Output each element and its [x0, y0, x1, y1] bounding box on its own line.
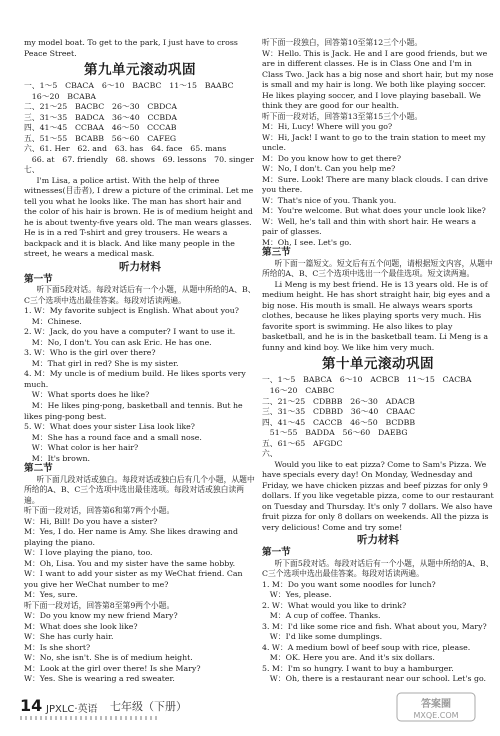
text-line: 听下面一段对话，回答第13至第15三个小题。 — [262, 111, 423, 121]
dialog-line: 3. M：I'd like some rice and fish. What about you, Mary? — [262, 621, 487, 631]
dialog-line: 1. W：My favorite subject is English. What about you? — [24, 306, 239, 316]
dialog-line: M：That girl in red? She is my sister. — [24, 358, 179, 368]
answer-line: 51～55 BADDA 56～60 DAEBG — [262, 428, 408, 438]
answer-line: 六、 — [262, 449, 278, 459]
dialog-line: M：No, I don't. You can ask Eric. He has one. — [24, 337, 212, 347]
dialog-line: M：It's brown. — [24, 453, 90, 463]
text-line: W：That's nice of you. Thank you. — [262, 195, 397, 205]
section1-dialogs — [24, 306, 256, 464]
section2-dialogs — [24, 506, 256, 685]
text-line: Peace Street. — [24, 48, 77, 58]
unit9-essay: I'm Lisa, a police artist. With the help of three witnesses(目击者), I drew a picture of the criminal. Let me tell you what he looks like. The man has short hair and the color of his hair is brown. He is of medium height and he is about twenty-five years old. The man wears glasses. He is in a red T-shirt and grey trousers. He wears a backpack and it is black. And like many people in the street, he wears a medical mask. — [24, 175, 254, 259]
unit9-answers — [24, 81, 256, 176]
answer-line: 二、21～25 CDBBB 26～30 ADACB — [262, 396, 415, 406]
answer-line: 五、51～55 BCABB 56～60 CAFEG — [24, 133, 177, 143]
unit9-title: 第九单元滚动巩固 — [84, 62, 196, 79]
dialog-line: M：A cup of coffee. Thanks. — [262, 611, 381, 621]
dialog-line: M：OK. Here you are. And it's six dollars. — [262, 653, 435, 663]
answer-line: 六、61. Her 62. and 63. has 64. face 65. mans — [24, 144, 227, 154]
dialog-line: M：Yes, I do. Her name is Amy. She likes drawing and playing the piano. — [24, 527, 238, 547]
dialog-line: M：He likes ping-pong, basketball and tennis. But he likes ping-pong best. — [24, 400, 243, 421]
right-top-lines — [262, 38, 494, 248]
page-footer — [20, 690, 480, 724]
dialog-line: M：Yes, sure. — [24, 590, 78, 600]
left-column — [24, 38, 256, 685]
watermark-logo — [396, 690, 476, 724]
dialog-line: W：No, she isn't. She is of medium height. — [24, 653, 193, 663]
answer-line: 16～20 BCABA — [24, 91, 97, 101]
text-line: M：Sure. Look! There are many black clouds. I can drive you there. — [262, 174, 488, 195]
text-line: W：Well, he's tall and thin with short hair. He wears a pair of glasses. — [262, 216, 477, 237]
text-line: 听下面一段独白，回答第10至第12三个小题。 — [262, 38, 423, 47]
dialog-line: 4. M：My uncle is of medium build. He likes sports very much. — [24, 369, 246, 389]
section3-passage: Li Meng is my best friend. He is 13 years old. He is of medium height. He has short straight hair, big eyes and a big nose. His mouth is small. He always wears sports clothes, because he likes playing sports very much. His favorite sport is swimming. He also likes to play basketball, and he is in the basketball team. Li Meng is a funny and kind boy. We like him very much. — [262, 279, 491, 352]
dialog-line: M：Is she short? — [24, 642, 91, 652]
answer-line: 四、41～45 CACCB 46～50 BCDBB — [262, 417, 416, 427]
unit10-answers — [262, 375, 494, 459]
dialog-line: M：Look at the girl over there! Is she Mary? — [24, 663, 201, 673]
text-line: M：Oh, I see. Let's go. — [262, 237, 352, 247]
dialog-line: 4. W：A medium bowl of beef soup with rice, please. — [262, 642, 471, 652]
dialog-line: 听下面一段对话，回答第8至第9两个小题。 — [24, 600, 175, 610]
section-label: 第二节 — [24, 463, 53, 475]
answer-line: 一、1～5 BABCA 6～10 ACBCB 11～15 CACBA — [262, 375, 472, 385]
grade-label: 七年级（下册） — [110, 700, 187, 713]
section1-dialogs — [262, 580, 494, 685]
dialog-line: W：Yes, please. — [262, 590, 332, 600]
footer-stripe — [20, 716, 160, 720]
answer-line: 二、21～25 BACBC 26～30 CBDCA — [24, 102, 177, 112]
dialog-line: 1. M：Do you want some noodles for lunch? — [262, 579, 436, 589]
answer-line: 16～20 CABBC — [262, 385, 335, 395]
section-label: 第一节 — [24, 273, 53, 285]
section-instructions: 听下面几段对话或独白。每段对话或独白后有几个小题，从题中所给的A、B、C三个选项中选出最佳选项。每段对话或独白读两遍。 — [24, 474, 255, 505]
dialog-line: W：I'd like some dumplings. — [262, 632, 383, 642]
text-line: W：Hi, Jack! I want to go to the train station to meet my uncle. — [262, 132, 486, 153]
section-instructions: 听下面一篇短文。短文后有五个问题，请根据短文内容，从题中所给的A、B、C三个选项中选出一个最佳选项。短文读两遍。 — [262, 258, 493, 279]
page-number: 14 — [20, 696, 43, 715]
unit10-title: 第十单元滚动巩固 — [322, 356, 434, 373]
dialog-line: 5. M：I'm so hungry. I want to buy a hamburger. — [262, 663, 454, 673]
answer-line: 三、31～35 BADCA 36～40 CCBDA — [24, 112, 178, 122]
dialog-line: M：She has a round face and a small nose. — [24, 432, 202, 442]
dialog-line: W：Hi, Bill! Do you have a sister? — [24, 516, 158, 526]
listening-title: 听力材料 — [357, 534, 399, 547]
svg-text:答案圈: 答案圈 — [421, 699, 451, 710]
dialog-line: W：Do you know my new friend Mary? — [24, 611, 178, 621]
dialog-line: W：Oh, there is a restaurant near our school. Let's go. — [262, 674, 487, 684]
text-line: W：No, I don't. Can you help me? — [262, 164, 396, 174]
dialog-line: W：What color is her hair? — [24, 443, 139, 453]
dialog-line: 2. W：What would you like to drink? — [262, 600, 407, 610]
dialog-line: W：What sports does he like? — [24, 390, 150, 400]
dialog-line: W：She has curly hair. — [24, 632, 114, 642]
answer-line: 七、 — [24, 165, 40, 175]
dialog-line: M：Oh, Lisa. You and my sister have the same hobby. — [24, 558, 236, 568]
answer-line: 三、31～35 CDBBD 36～40 CBAAC — [262, 407, 416, 417]
dialog-line: 5. W：What does your sister Lisa look like? — [24, 422, 195, 432]
text-line: W：Hello. This is Jack. He and I are good friends, but we are in different classes. He is in Class One and I'm in Class Two. Jack has a big nose and short hair, but my nose is small and my hair is long. We both like playing soccer. He likes playing soccer, and I love playing baseball. We think they are good for our health. — [262, 48, 494, 111]
svg-text:MXQE.COM: MXQE.COM — [413, 711, 459, 720]
brand-label: JPXLC·英语 — [46, 704, 98, 715]
section-label: 第一节 — [262, 547, 291, 559]
answer-line: 66. at 67. friendly 68. shows 69. lessons 70. singer — [24, 154, 254, 164]
section-instructions: 听下面5段对话。每段对话后有一个小题，从题中所给的A、B、C三个选项中选出最佳答案。每段对话读两遍。 — [262, 558, 494, 579]
answer-line: 五、61～65 AFGDC — [262, 438, 343, 448]
dialog-line: M：Chinese. — [24, 316, 82, 326]
dialog-line: W：I want to add your sister as my WeChat friend. Can you give her WeChat number to me? — [24, 569, 243, 589]
section-label: 第三节 — [262, 247, 291, 259]
dialog-line: 3. W：Who is the girl over there? — [24, 348, 156, 358]
unit10-essay: Would you like to eat pizza? Come to Sam's Pizza. We have specials every day! On Monday, Wednesday and Friday, we have chicken pizzas and beef pizzas for only 9 dollars. If you like vegetable pizza, come to our restaurant on Tuesday and Thursday. It's only 7 dollars. We also have fruit pizza for only 8 dollars on weekends. All the pizza is very delicious! Come and try some! — [262, 459, 494, 532]
dialog-line: W：Yes. She is wearing a red sweater. — [24, 674, 175, 684]
text-line: my model boat. To get to the park, I just have to cross — [24, 38, 238, 47]
text-line: M：You're welcome. But what does your uncle look like? — [262, 206, 486, 216]
answer-line: 一、1～5 CBACA 6～10 BACBC 11～15 BAABC — [24, 81, 234, 91]
left-top-lines — [24, 38, 256, 59]
answer-line: 四、41～45 CCBAA 46～50 CCCAB — [24, 123, 177, 133]
right-column — [262, 38, 494, 685]
dialog-line: M：What does she look like? — [24, 621, 138, 631]
section-instructions: 听下面5段对话。每段对话后有一个小题，从题中所给的A、B、C三个选项中选出最佳答案。每段对话读两遍。 — [24, 285, 256, 305]
text-line: M：Hi, Lucy! Where will you go? — [262, 122, 393, 132]
dialog-line: W：I love playing the piano, too. — [24, 548, 153, 558]
listening-title: 听力材料 — [119, 260, 161, 273]
dialog-line: 听下面一段对话，回答第6和第7两个小题。 — [24, 506, 175, 516]
text-line: M：Do you know how to get there? — [262, 153, 402, 163]
dialog-line: 2. W：Jack, do you have a computer? I want to use it. — [24, 327, 236, 337]
